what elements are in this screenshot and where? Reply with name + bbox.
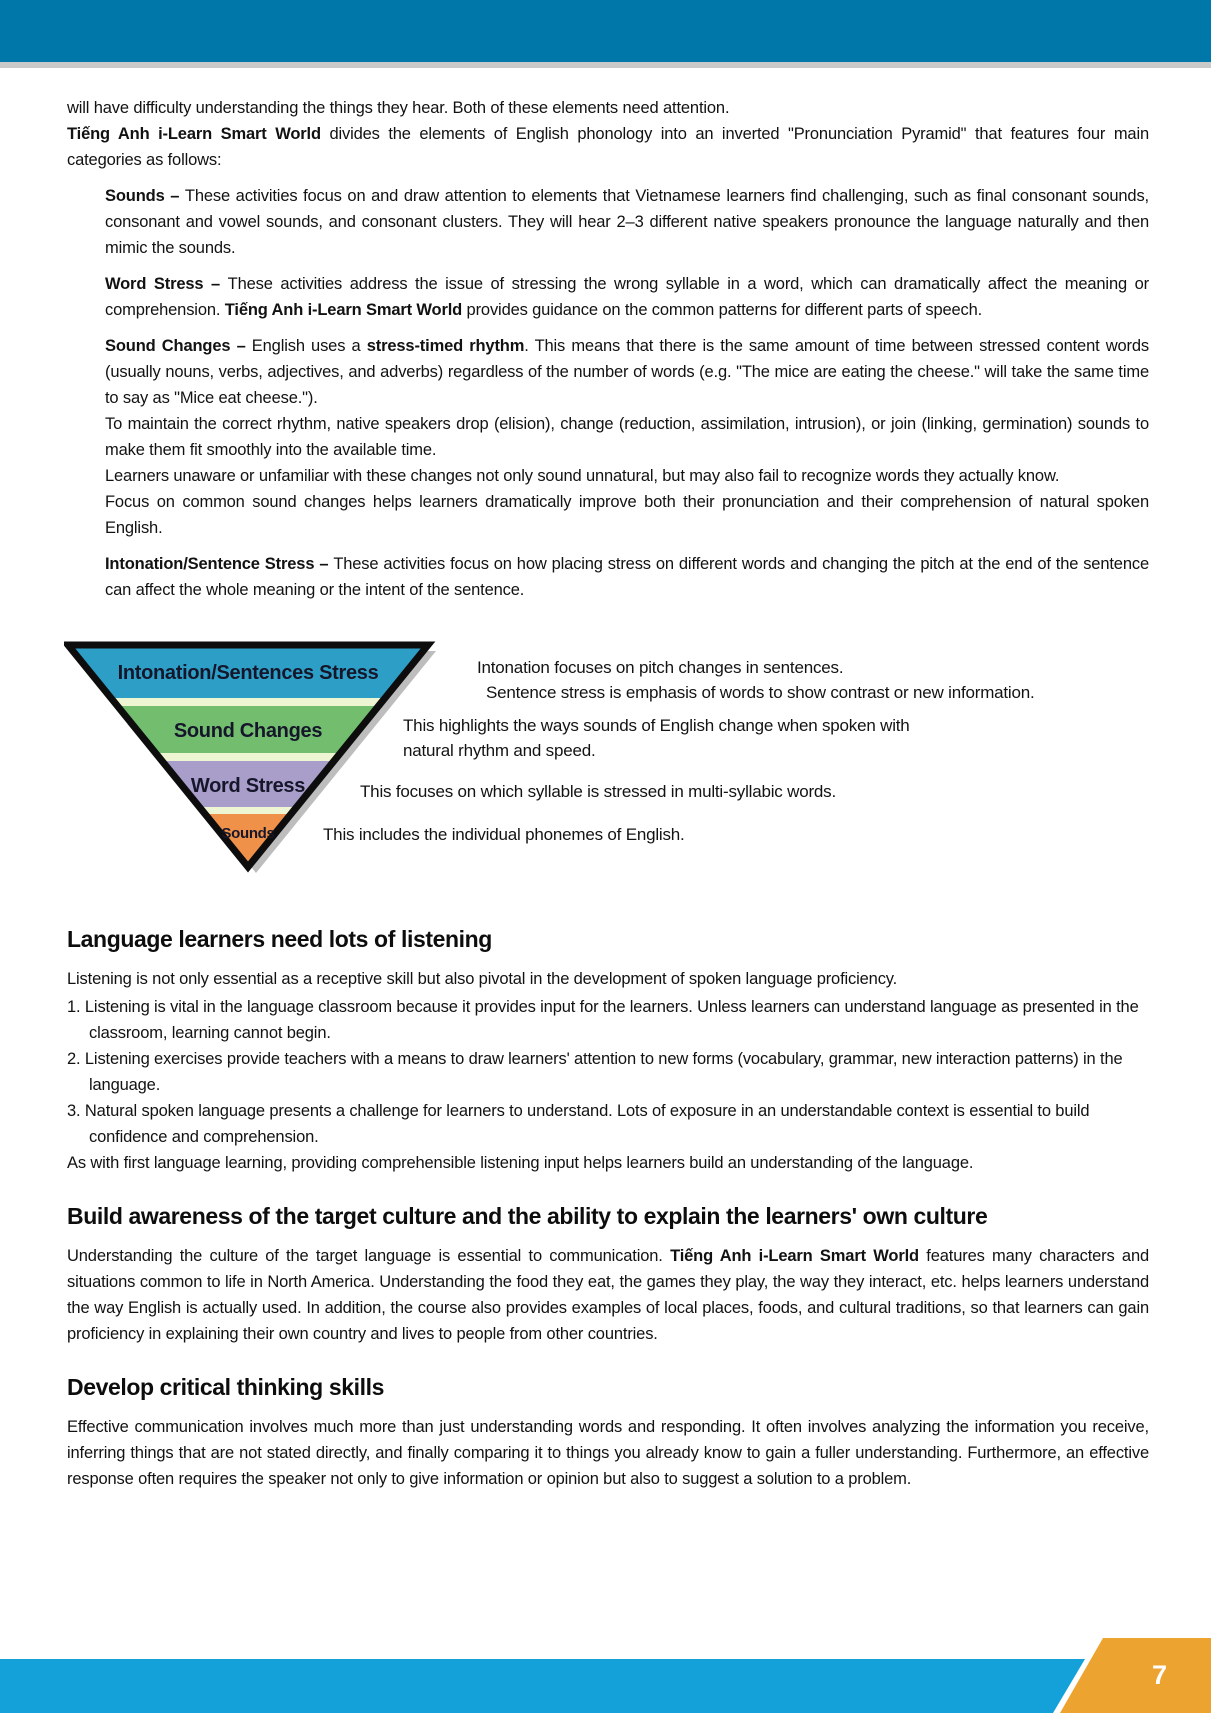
sound-changes-paragraph: Learners unaware or unfamiliar with these changes not only sound unnatural, but may also fail to recognize words they actually know. [105, 467, 1060, 485]
intro-paragraph-1: will have difficulty understanding the things they hear. Both of these elements need attention. [67, 99, 730, 117]
list-text: Listening is vital in the language classroom because it provides input for the learners. Unless learners can understand language as presented in the classroom, learning cannot begin. [84, 998, 1139, 1042]
annotation-line: This focuses on which syllable is stressed in multi-syllabic words. [360, 782, 836, 801]
critical-thinking-paragraph: Effective communication involves much more than just understanding words and responding. It often involves analyzing the information you receive, inferring things that are not stated directly, and finally comparing it to things you already know to gain a fuller understanding. Furthermore, an effective response often requires the speaker not only to give information or opinion but also to suggest a solution to a problem. [67, 1418, 1149, 1488]
section-title-listening: Language learners need lots of listening [67, 926, 492, 952]
phonology-item-intonation: Intonation/Sentence Stress – These activities focus on how placing stress on different words and changing the pitch at the end of the sentence can affect the whole meaning or the intent of the sentence. [105, 555, 1149, 599]
pyramid-separator [199, 807, 296, 814]
header-bar [0, 0, 1211, 62]
pyramid-label-word-stress: Word Stress [190, 775, 306, 797]
footer-blue-bar [0, 1638, 1211, 1713]
annotation-line: This highlights the ways sounds of English change when spoken with [403, 716, 910, 735]
phonology-category-list [67, 183, 1149, 603]
list-text: Listening exercises provide teachers with a means to draw learners' attention to new forms (vocabulary, grammar, new interaction patterns) in the language. [84, 1050, 1123, 1094]
annotation-line: This includes the individual phonemes of English. [323, 825, 685, 844]
pronunciation-pyramid-diagram [67, 641, 1149, 899]
page-content [0, 68, 1211, 1492]
list-number: 2. [67, 1050, 81, 1068]
annotation-line: natural rhythm and speed. [403, 741, 596, 760]
pyramid-annotation-sound-changes [403, 713, 910, 763]
list-number: 3. [67, 1102, 81, 1120]
listening-point-3 [67, 1098, 1149, 1150]
culture-paragraph: Understanding the culture of the target language is essential to communication. Tiếng Anh i-Learn Smart World features many characters and situations common to life in North America. Understanding the food they eat, the games they play, the way they interact, etc. helps learners understand the way English is actually used. In addition, the course also provides examples of local places, foods, and cultural traditions, so that learners can gain proficiency in explaining their own country and lives to people from other countries. [67, 1247, 1150, 1343]
annotation-line: Intonation focuses on pitch changes in sentences. [477, 658, 844, 677]
listening-intro: Listening is not only essential as a receptive skill but also pivotal in the development of spoken language proficiency. [67, 970, 898, 988]
pyramid-separator [156, 753, 341, 761]
listening-point-2 [67, 1046, 1149, 1098]
phonology-item-sound-changes [105, 333, 1149, 541]
sound-changes-paragraph: Focus on common sound changes helps learners dramatically improve both their pronunciation and their comprehension of natural spoken English. [105, 493, 1149, 537]
section-title-critical-thinking: Develop critical thinking skills [67, 1374, 384, 1400]
pyramid-annotation-intonation [477, 655, 1035, 705]
annotation-line: Sentence stress is emphasis of words to show contrast or new information. [486, 683, 1035, 702]
listening-outro: As with first language learning, providing comprehensible listening input helps learners build an understanding of the language. [67, 1154, 974, 1172]
pyramid-annotation-sounds [323, 822, 685, 847]
sound-changes-paragraph: Sound Changes – English uses a stress-timed rhythm. This means that there is the same amount of time between stressed content words (usually nouns, verbs, adjectives, and adverbs) regardless of the number of words (e.g. "The mice are eating the cheese." will take the same time to say as "Mice eat cheese."). [105, 337, 1149, 407]
phonology-item-word-stress: Word Stress – These activities address the issue of stressing the wrong syllable in a word, which can dramatically affect the meaning or comprehension. Tiếng Anh i-Learn Smart World provides guidance on the common patterns for different parts of speech. [105, 275, 1149, 319]
pyramid-label-intonation: Intonation/Sentences Stress [117, 662, 379, 684]
pyramid-annotation-word-stress [360, 779, 836, 804]
section-title-culture: Build awareness of the target culture and the ability to explain the learners' own culture [67, 1203, 988, 1229]
page-number: 7 [1151, 1660, 1167, 1690]
pyramid-separator [111, 698, 385, 706]
list-text: Natural spoken language presents a challenge for learners to understand. Lots of exposure in an understandable context is essential to build confidence and comprehension. [84, 1102, 1090, 1146]
page-footer [0, 1638, 1211, 1713]
list-number: 1. [67, 998, 81, 1016]
listening-point-1 [67, 994, 1149, 1046]
sound-changes-paragraph: To maintain the correct rhythm, native speakers drop (elision), change (reduction, assimilation, intrusion), or join (linking, germination) sounds to make them fit smoothly into the available time. [105, 415, 1149, 459]
intro-paragraph-2: Tiếng Anh i-Learn Smart World divides the elements of English phonology into an inverted "Pronunciation Pyramid" that features four main categories as follows: [67, 125, 1149, 169]
phonology-item-sounds: Sounds – These activities focus on and draw attention to elements that Vietnamese learners find challenging, such as final consonant sounds, consonant and vowel sounds, and consonant clusters. They will hear 2–3 different native speakers pronounce the language naturally and then mimic the sounds. [105, 187, 1149, 257]
pyramid-label-sound-changes: Sound Changes [173, 720, 323, 742]
pyramid-label-sounds: Sounds [221, 825, 275, 842]
